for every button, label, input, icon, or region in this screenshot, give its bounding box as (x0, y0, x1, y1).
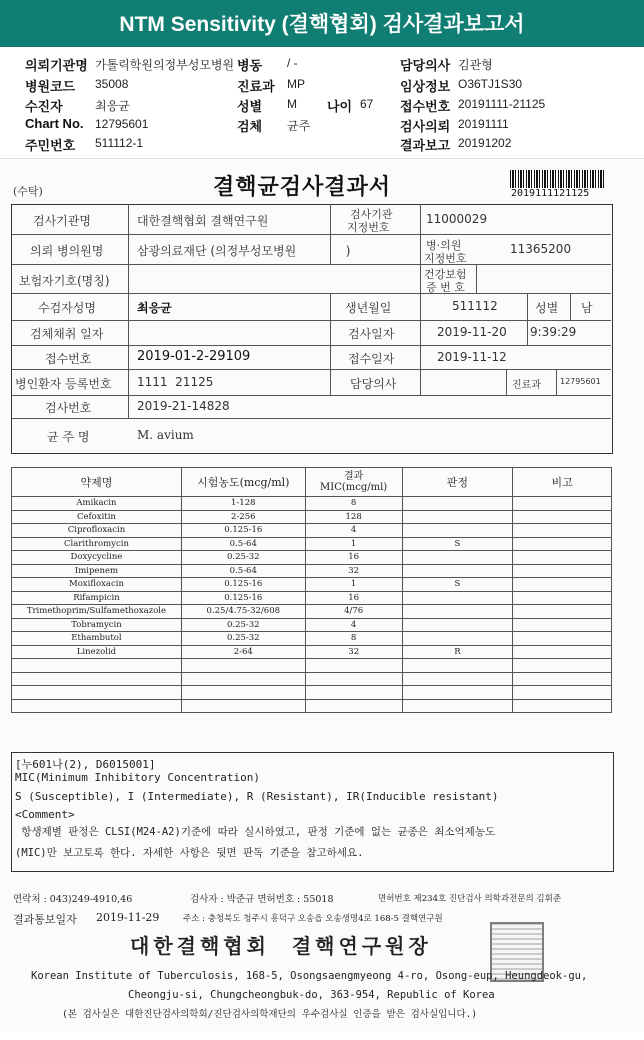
drug-interp-cell (402, 618, 513, 632)
patient-value: 최응균 (95, 99, 130, 113)
doctor-label: 담당의사 (400, 58, 451, 73)
drug-interp-cell: S (402, 578, 513, 592)
drug-note-cell (513, 632, 612, 646)
license-text: 면허번호 제234호 진단검사 의학과전문의 김휘준 (378, 894, 562, 904)
drug-range-cell: 0.25-32 (181, 632, 305, 646)
drug-interp-cell (402, 551, 513, 565)
drug-mic-cell: 8 (305, 632, 402, 646)
patient-name-value: 최응균 (137, 301, 172, 315)
contact-text: 연락처 : 043)249-4910,46 (13, 894, 133, 905)
empty-row (12, 672, 612, 686)
insurance-no-label2: 증 번 호 (426, 281, 465, 294)
note-comment-2: (MIC)만 보고토록 한다. 자세한 사항은 뒷면 판독 기준을 참고하세요. (15, 847, 364, 859)
note-comment-label: <Comment> (15, 808, 75, 821)
resident-id-value: 511112-1 (95, 136, 144, 150)
institution-label: 의뢰기관명 (25, 58, 88, 73)
notice-date-label: 결과통보일자 (13, 913, 77, 926)
registration-value: 1111 21125 (137, 375, 214, 389)
drug-name-cell: Linezolid (12, 645, 182, 659)
specimen-label: 검체 (237, 119, 263, 134)
age-value: 67 (360, 97, 374, 111)
note-mic: MIC(Minimum Inhibitory Concentration) (15, 771, 261, 784)
drug-interp-cell (402, 497, 513, 511)
drug-note-cell (513, 578, 612, 592)
dept-code-label: 진료과 (512, 380, 541, 391)
patient-name-label: 수검자성명 (38, 301, 96, 315)
drug-mic-cell: 32 (305, 564, 402, 578)
ward-value: / - (287, 56, 298, 70)
institution-value: 가톨릭학원의정부성모병원 (95, 58, 235, 72)
lab-label: 검사기관명 (33, 214, 91, 228)
test-date-label: 검사일자 (348, 327, 395, 341)
sex-value: M (287, 97, 297, 111)
hospital-code-label: 병원코드 (25, 79, 76, 94)
table-row (12, 537, 612, 551)
clinical-label: 임상정보 (400, 79, 451, 94)
col-range: 시험농도(mcg/ml) (181, 468, 305, 497)
resident-id-label: 주민번호 (25, 138, 76, 153)
report-date-value: 20191202 (458, 136, 512, 150)
req-code-label1: 병·의원 (426, 239, 462, 252)
drug-interp-cell (402, 510, 513, 524)
table-row (12, 510, 612, 524)
sex-label-doc: 성별 (535, 301, 559, 315)
drug-range-cell: 0.25-32 (181, 618, 305, 632)
drug-interp-cell (402, 524, 513, 538)
strain-value: M. avium (137, 428, 194, 442)
drug-note-cell (513, 524, 612, 538)
empty-row (12, 686, 612, 700)
table-row (12, 524, 612, 538)
drug-mic-cell: 4 (305, 618, 402, 632)
drug-note-cell (513, 564, 612, 578)
drug-mic-cell: 16 (305, 591, 402, 605)
notes-box (11, 752, 614, 872)
drug-name-cell: Tobramycin (12, 618, 182, 632)
birth-label: 생년월일 (345, 301, 392, 315)
note-sir: S (Susceptible), I (Intermediate), R (Resistant), IR(Inducible resistant) (15, 790, 499, 803)
drug-mic-cell: 32 (305, 645, 402, 659)
drug-mic-cell: 4/76 (305, 605, 402, 619)
insurance-no-label1: 건강보험 (424, 268, 467, 281)
table-row (12, 578, 612, 592)
table-header-row (12, 468, 612, 497)
susceptibility-table (11, 467, 612, 713)
chart-label: Chart No. (25, 116, 84, 131)
drug-name-cell: Amikacin (12, 497, 182, 511)
drug-note-cell (513, 537, 612, 551)
drug-mic-cell: 128 (305, 510, 402, 524)
drug-mic-cell: 16 (305, 551, 402, 565)
dept-code-value: 12795601 (560, 377, 601, 386)
copy-label: (수탁) (13, 185, 43, 198)
receipt-label: 접수번호 (400, 99, 451, 114)
attending-doctor-label: 담당의사 (350, 377, 397, 391)
certification-text: (본 검사실은 대한진단검사의학회/진단검사의학재단의 우수검사실 인증을 받은 검사실입니다.) (62, 1009, 478, 1020)
drug-note-cell (513, 497, 612, 511)
requesting-hospital-label: 의뢰 병의원명 (30, 244, 104, 258)
lab-code-label1: 검사기관 (350, 208, 393, 221)
receipt-date-label: 접수일자 (348, 352, 395, 366)
examiner-text: 검사자 : 박준규 면허번호 : 55018 (190, 894, 334, 905)
patient-label: 수진자 (25, 99, 63, 114)
sex-value-doc: 남 (581, 301, 593, 315)
barcode-image (510, 170, 604, 188)
drug-range-cell: 0.125-16 (181, 591, 305, 605)
address-text: 주소 : 충청북도 청주시 흥덕구 오송읍 오송생명4로 168-5 결핵연구원 (183, 914, 443, 924)
col-drug: 약제명 (12, 468, 182, 497)
empty-row (12, 659, 612, 673)
drug-interp-cell: S (402, 537, 513, 551)
drug-range-cell: 0.125-16 (181, 524, 305, 538)
lab-code-value: 11000029 (426, 212, 488, 226)
drug-range-cell: 0.125-16 (181, 578, 305, 592)
drug-range-cell: 0.5-64 (181, 564, 305, 578)
drug-name-cell: Imipenem (12, 564, 182, 578)
document-heading: 결핵균검사결과서 (213, 174, 392, 200)
drug-range-cell: 1-128 (181, 497, 305, 511)
col-remarks: 비고 (513, 468, 612, 497)
drug-mic-cell: 1 (305, 578, 402, 592)
birth-value: 511112 (452, 299, 498, 313)
drug-interp-cell (402, 632, 513, 646)
requesting-hospital-value: 삼광의료재단 (의정부성모병원 ) (137, 244, 351, 258)
table-row (12, 605, 612, 619)
hospital-code-value: 35008 (95, 77, 129, 91)
registration-label: 병인환자 등록번호 (15, 377, 112, 391)
drug-interp-cell (402, 605, 513, 619)
drug-note-cell (513, 618, 612, 632)
lab-value: 대한결핵협회 결핵연구원 (137, 214, 269, 228)
drug-name-cell: Moxifloxacin (12, 578, 182, 592)
drug-mic-cell: 4 (305, 524, 402, 538)
chart-value: 12795601 (95, 117, 149, 131)
sex-label: 성별 (237, 99, 263, 114)
col-mic: 결과 MIC(mcg/ml) (305, 468, 402, 497)
report-date-label: 결과보고 (400, 138, 451, 153)
age-label: 나이 (327, 99, 353, 114)
lab-code-label2: 지정번호 (347, 221, 390, 234)
table-row (12, 551, 612, 565)
collection-date-label: 검체채취 일자 (30, 327, 104, 341)
specimen-value: 균주 (287, 119, 311, 133)
test-request-value: 20191111 (458, 117, 509, 131)
test-request-label: 검사의뢰 (400, 119, 451, 134)
receipt-number-label: 접수번호 (45, 352, 92, 366)
report-header (0, 47, 644, 156)
empty-row (12, 699, 612, 713)
drug-name-cell: Clarithromycin (12, 537, 182, 551)
note-comment-1: 항생제별 판정은 CLSI(M24-A2)기준에 따라 실시하였고, 판정 기준에 없는 균종은 최소억제농도 (15, 826, 496, 838)
doctor-value: 김관형 (458, 58, 493, 72)
table-row (12, 618, 612, 632)
ward-label: 병동 (237, 58, 263, 73)
english-address-1: Korean Institute of Tuberculosis, 168-5, Osongsaengmyeong 4-ro, Osong-eup, Heungdeok-gu, (31, 970, 588, 982)
test-date-value: 2019-11-20 (437, 325, 507, 339)
table-row (12, 564, 612, 578)
drug-range-cell: 2-64 (181, 645, 305, 659)
receipt-number-value: 2019-01-2-29109 (137, 349, 251, 364)
drug-interp-cell (402, 564, 513, 578)
drug-name-cell: Doxycycline (12, 551, 182, 565)
barcode-text: 2019111121125 (511, 188, 590, 199)
report-title: NTM Sensitivity (결핵협회) 검사결과보고서 (0, 0, 644, 47)
drug-interp-cell: R (402, 645, 513, 659)
organization-name: 대한결핵협회 결핵연구원장 (130, 934, 432, 958)
drug-range-cell: 2-256 (181, 510, 305, 524)
receipt-value: 20191111-21125 (458, 97, 546, 111)
col-interpretation: 판정 (402, 468, 513, 497)
test-number-label: 검사번호 (45, 401, 92, 415)
drug-range-cell: 0.5-64 (181, 537, 305, 551)
drug-note-cell (513, 605, 612, 619)
note-code: [누601나(2), D6015001] (15, 758, 156, 771)
notice-date-value: 2019-11-29 (96, 911, 160, 924)
drug-note-cell (513, 645, 612, 659)
clinical-value: O36TJ1S30 (458, 77, 523, 91)
table-row (12, 645, 612, 659)
req-code-value: 11365200 (510, 242, 572, 256)
english-address-2: Cheongju-si, Chungcheongbuk-do, 363-954, Republic of Korea (128, 989, 495, 1001)
test-time-value: 9:39:29 (530, 325, 577, 339)
insurer-label: 보험자기호(명칭) (19, 274, 110, 288)
test-number-value: 2019-21-14828 (137, 399, 230, 413)
req-code-label2: 지정번호 (424, 252, 467, 265)
drug-name-cell: Trimethoprim/Sulfamethoxazole (12, 605, 182, 619)
drug-name-cell: Rifampicin (12, 591, 182, 605)
dept-value: MP (287, 77, 305, 91)
drug-name-cell: Cefoxitin (12, 510, 182, 524)
drug-note-cell (513, 591, 612, 605)
drug-name-cell: Ethambutol (12, 632, 182, 646)
drug-note-cell (513, 510, 612, 524)
drug-note-cell (513, 551, 612, 565)
drug-mic-cell: 8 (305, 497, 402, 511)
drug-interp-cell (402, 591, 513, 605)
drug-name-cell: Ciprofloxacin (12, 524, 182, 538)
strain-label: 균 주 명 (47, 430, 90, 444)
table-row (12, 632, 612, 646)
table-row (12, 591, 612, 605)
drug-range-cell: 0.25-32 (181, 551, 305, 565)
receipt-date-value: 2019-11-12 (437, 350, 507, 364)
table-row (12, 497, 612, 511)
drug-range-cell: 0.25/4.75-32/608 (181, 605, 305, 619)
dept-label: 진료과 (237, 79, 275, 94)
drug-mic-cell: 1 (305, 537, 402, 551)
